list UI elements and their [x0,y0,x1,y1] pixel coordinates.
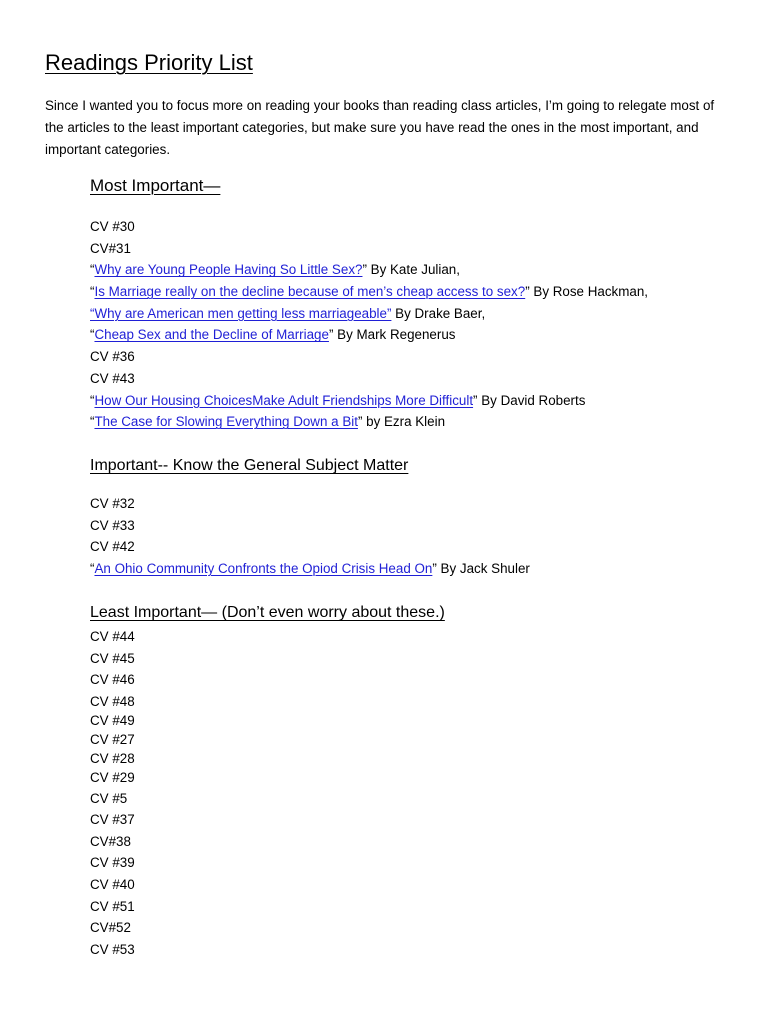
article-link[interactable]: An Ohio Community Confronts the Opiod Crisis Head On [94,561,433,577]
author-text: ” By Kate Julian, [362,262,460,278]
reading-label: CV #32 [90,496,135,511]
list-item: CV#38 [90,833,131,849]
list-item: CV #28 [90,750,135,766]
list-item: CV #45 [90,650,135,666]
list-item [90,281,648,303]
list-item [90,536,530,558]
list-item [90,303,648,325]
list-item [90,515,530,537]
document-title: Readings Priority List [45,50,253,75]
quote-mark: “ [90,414,95,430]
list-item [90,346,648,368]
reading-label: CV #33 [90,517,135,533]
article-link[interactable]: Cheap Sex and the Decline of Marriage [94,327,329,343]
list-item [90,238,648,260]
author-text: ” by Ezra Klein [357,414,446,430]
list-item [90,216,648,238]
article-link[interactable]: Why are Young People Having So Little Sex? [94,262,363,278]
quote-mark: “ [90,284,95,300]
list-item [90,390,648,412]
least-important-list [90,626,135,960]
list-item [90,411,648,433]
list-item: CV #44 [90,629,135,644]
list-item: CV #48 [90,693,135,709]
article-link[interactable]: The Case for Slowing Everything Down a Bit [94,414,358,430]
list-item: CV #49 [90,713,135,729]
most-important-list [90,216,648,433]
list-item: CV #29 [90,769,135,785]
list-item: CV #51 [90,898,135,914]
list-item: CV#52 [90,920,131,936]
intro-paragraph: Since I wanted you to focus more on reading your books than reading class articles, I’m going to relegate most of the articles to the least important categories, but make sure you have read the ones in the most important, and important categories. [45,98,715,157]
section-heading-least-important: Least Important— (Don’t even worry about these.) [90,604,445,621]
list-item: CV #46 [90,672,135,688]
article-link[interactable]: Is Marriage really on the decline because of men’s cheap access to sex? [94,284,526,300]
article-link[interactable]: How Our Housing ChoicesMake Adult Friendships More Difficult [94,392,474,408]
author-text: ” By Rose Hackman, [525,284,648,300]
author-text: ” By David Roberts [473,392,586,408]
list-item: CV #5 [90,790,128,806]
reading-label: CV #30 [90,219,135,234]
list-item [90,493,530,515]
reading-label: CV #43 [90,370,135,386]
important-list [90,493,530,580]
list-item [90,368,648,390]
author-text: ” By Mark Regenerus [328,327,456,343]
reading-label: CV#31 [90,240,131,256]
reading-label: CV #36 [90,349,135,365]
list-item: CV #40 [90,876,135,892]
author-text: By Drake Baer, [391,305,486,321]
list-item: CV #39 [90,855,135,871]
list-item [90,558,530,580]
list-item [90,259,648,281]
section-heading-most-important: Most Important— [90,176,221,195]
list-item: CV #27 [90,732,135,748]
list-item [90,324,648,346]
quote-mark: “ [90,327,95,343]
quote-mark: “ [90,561,95,577]
list-item: CV #37 [90,812,135,828]
list-item: CV #53 [90,941,135,957]
article-link[interactable]: “Why are American men getting less marriageable” [90,305,392,321]
quote-mark: “ [90,392,95,408]
section-heading-important: Important-- Know the General Subject Matter [90,457,409,474]
reading-label: CV #42 [90,539,135,555]
quote-mark: “ [90,262,95,278]
author-text: ” By Jack Shuler [432,561,530,577]
